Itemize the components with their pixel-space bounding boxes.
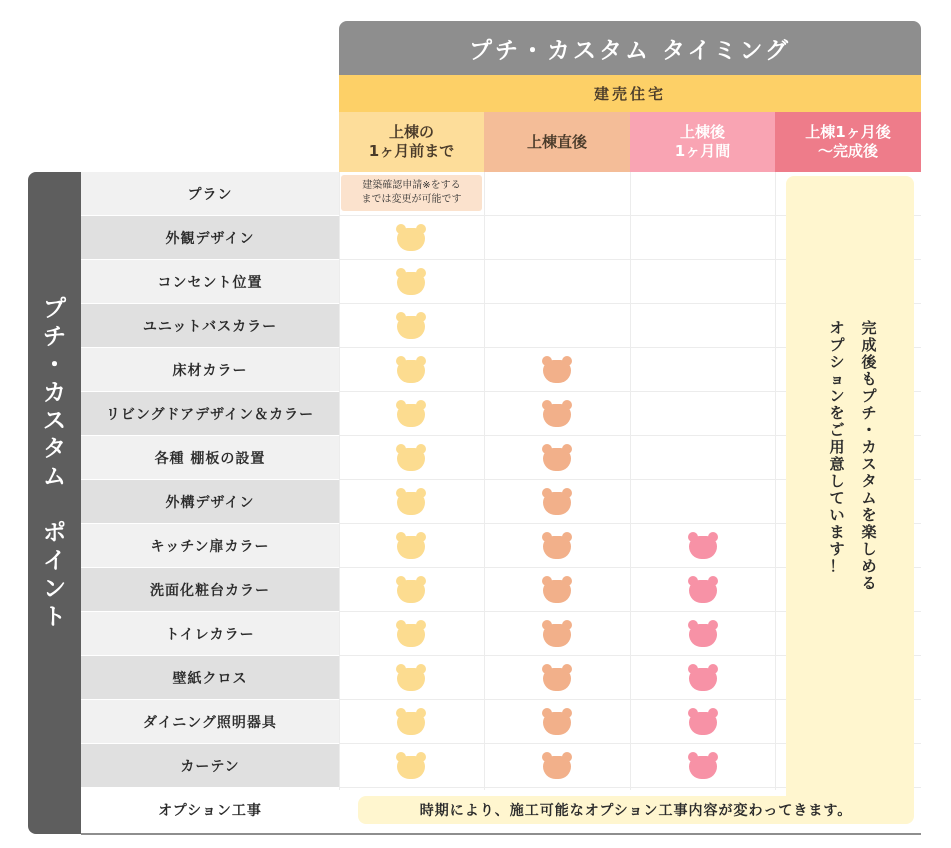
bear-icon [541, 488, 573, 516]
column-header-4: 上棟1ヶ月後 ～完成後 [775, 112, 921, 172]
row-label: カーテン [81, 744, 339, 787]
bear-icon [687, 664, 719, 692]
row-label: コンセント位置 [81, 260, 339, 303]
row-label: オプション工事 [81, 788, 339, 831]
bear-icon [395, 752, 427, 780]
table-bottom-border [81, 833, 921, 835]
bear-icon [541, 356, 573, 384]
plan-note: 建築確認申請※をする までは変更が可能です [341, 175, 482, 211]
bear-icon [541, 400, 573, 428]
row-label: 外構デザイン [81, 480, 339, 523]
row-label: キッチン扉カラー [81, 524, 339, 567]
row-label: 床材カラー [81, 348, 339, 391]
row-label: 外観デザイン [81, 216, 339, 259]
bear-icon [541, 444, 573, 472]
after-completion-note-line2: オ プ シ ョ ン を ご 用 意 し て い ま す ！ [829, 319, 845, 575]
bear-icon [395, 620, 427, 648]
bear-icon [687, 620, 719, 648]
row-label: リビングドアデザイン＆カラー [81, 392, 339, 435]
row-label: 壁紙クロス [81, 656, 339, 699]
row-label: プラン [81, 172, 339, 215]
column-header-1: 上棟の 1ヶ月前まで [339, 112, 484, 172]
bear-icon [541, 620, 573, 648]
bear-icon [395, 312, 427, 340]
row-label: 各種 棚板の設置 [81, 436, 339, 479]
bear-icon [541, 752, 573, 780]
column-header-3: 上棟後 1ヶ月間 [630, 112, 775, 172]
grid-line [630, 172, 631, 790]
bear-icon [541, 576, 573, 604]
grid-line [339, 172, 340, 790]
after-completion-note-line1: 完 成 後 も プ チ ・ カ ス タ ム を 楽 し め る [861, 319, 877, 592]
bear-icon [395, 708, 427, 736]
bear-icon [395, 532, 427, 560]
bear-icon [395, 400, 427, 428]
bear-icon [687, 576, 719, 604]
bear-icon [395, 268, 427, 296]
after-completion-note-box [786, 176, 914, 821]
sidebar-label: プ チ ・ カ ス タ ム ポ イ ン ト [43, 296, 66, 630]
row-label: トイレカラー [81, 612, 339, 655]
bear-icon [395, 356, 427, 384]
grid-line [775, 172, 776, 790]
bear-icon [541, 708, 573, 736]
bear-icon [395, 664, 427, 692]
grid-line [484, 172, 485, 790]
column-header-2: 上棟直後 [484, 112, 630, 172]
option-work-note: 時期により、施工可能なオプション工事内容が変わってきます。 [358, 796, 914, 824]
row-label: ダイニング照明器具 [81, 700, 339, 743]
bear-icon [687, 708, 719, 736]
row-label: ユニットバスカラー [81, 304, 339, 347]
row-label: 洗面化粧台カラー [81, 568, 339, 611]
bear-icon [687, 752, 719, 780]
subheader: 建売住宅 [339, 75, 921, 112]
page-title: プチ・カスタム タイミング [339, 21, 921, 75]
bear-icon [395, 488, 427, 516]
bear-icon [395, 444, 427, 472]
bear-icon [395, 576, 427, 604]
bear-icon [541, 664, 573, 692]
bear-icon [687, 532, 719, 560]
bear-icon [541, 532, 573, 560]
bear-icon [395, 224, 427, 252]
